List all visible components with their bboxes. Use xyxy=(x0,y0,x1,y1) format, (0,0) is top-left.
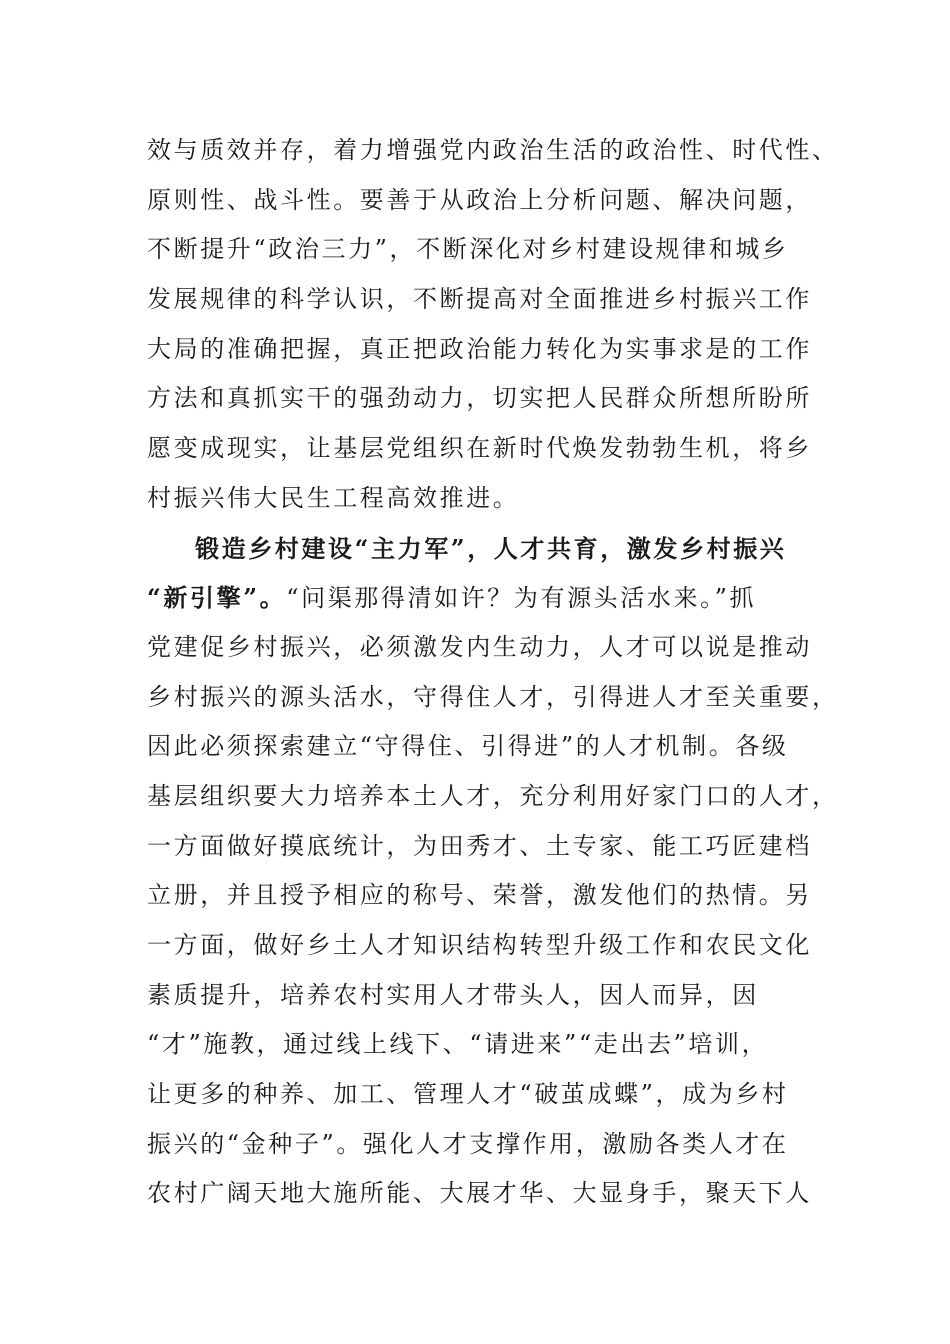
text-line: 让更多的种养、加工、管理人才“破茧成蝶”，成为乡村 xyxy=(147,1080,789,1109)
text-line: 农村广阔天地大施所能、大展才华、大显身手，聚天下人 xyxy=(147,1179,812,1208)
text-line: 立册，并且授予相应的称号、荣誉，激发他们的热情。另 xyxy=(147,881,812,910)
text-line: 一方面，做好乡土人才知识结构转型升级工作和农民文化 xyxy=(147,931,812,959)
paragraph xyxy=(147,126,839,524)
text-run: “问渠那得清如许？为有源头活水来。”抓 xyxy=(286,584,757,613)
text-line: 愿变成现实，让基层党组织在新时代焕发勃勃生机，将乡 xyxy=(147,434,812,463)
text-line: 基层组织要大力培养本土人才，充分利用好家门口的人才， xyxy=(147,781,839,810)
text-line: 大局的准确把握，真正把政治能力转化为实事求是的工作 xyxy=(147,334,812,363)
section-heading: 锻造乡村建设“主力军”，人才共育，激发乡村振兴 xyxy=(195,533,787,563)
text-line: 素质提升，培养农村实用人才带头人，因人而异，因 xyxy=(147,980,759,1009)
document-body xyxy=(147,126,839,1219)
text-line: 党建促乡村振兴，必须激发内生动力，人才可以说是推动 xyxy=(147,632,812,661)
text-line: 一方面做好摸底统计，为田秀才、土专家、能工巧匠建档 xyxy=(147,831,812,860)
text-line: 效与质效并存，着力增强党内政治生活的政治性、时代性、 xyxy=(147,136,839,164)
text-line: 村振兴伟大民生工程高效推进。 xyxy=(147,483,520,512)
section-heading-end: “新引擎”。 xyxy=(147,583,287,613)
text-line: 原则性、战斗性。要善于从政治上分析问题、解决问题， xyxy=(147,185,812,214)
text-line: 不断提升“政治三力”，不断深化对乡村建设规律和城乡 xyxy=(147,235,789,264)
text-line: 方法和真抓实干的强劲动力，切实把人民群众所想所盼所 xyxy=(147,384,812,413)
text-line: 振兴的“金种子”。强化人才支撑作用，激励各类人才在 xyxy=(147,1129,789,1158)
text-line: 乡村振兴的源头活水，守得住人才，引得进人才至关重要， xyxy=(147,682,839,711)
text-line: “才”施教，通过线上线下、“请进来”“走出去”培训， xyxy=(147,1030,769,1059)
paragraph xyxy=(147,524,839,1220)
text-line xyxy=(147,573,807,623)
text-line: 发展规律的科学认识，不断提高对全面推进乡村振兴工作 xyxy=(147,285,812,314)
text-line: 因此必须探索建立“守得住、引得进”的人才机制。各级 xyxy=(147,732,789,761)
